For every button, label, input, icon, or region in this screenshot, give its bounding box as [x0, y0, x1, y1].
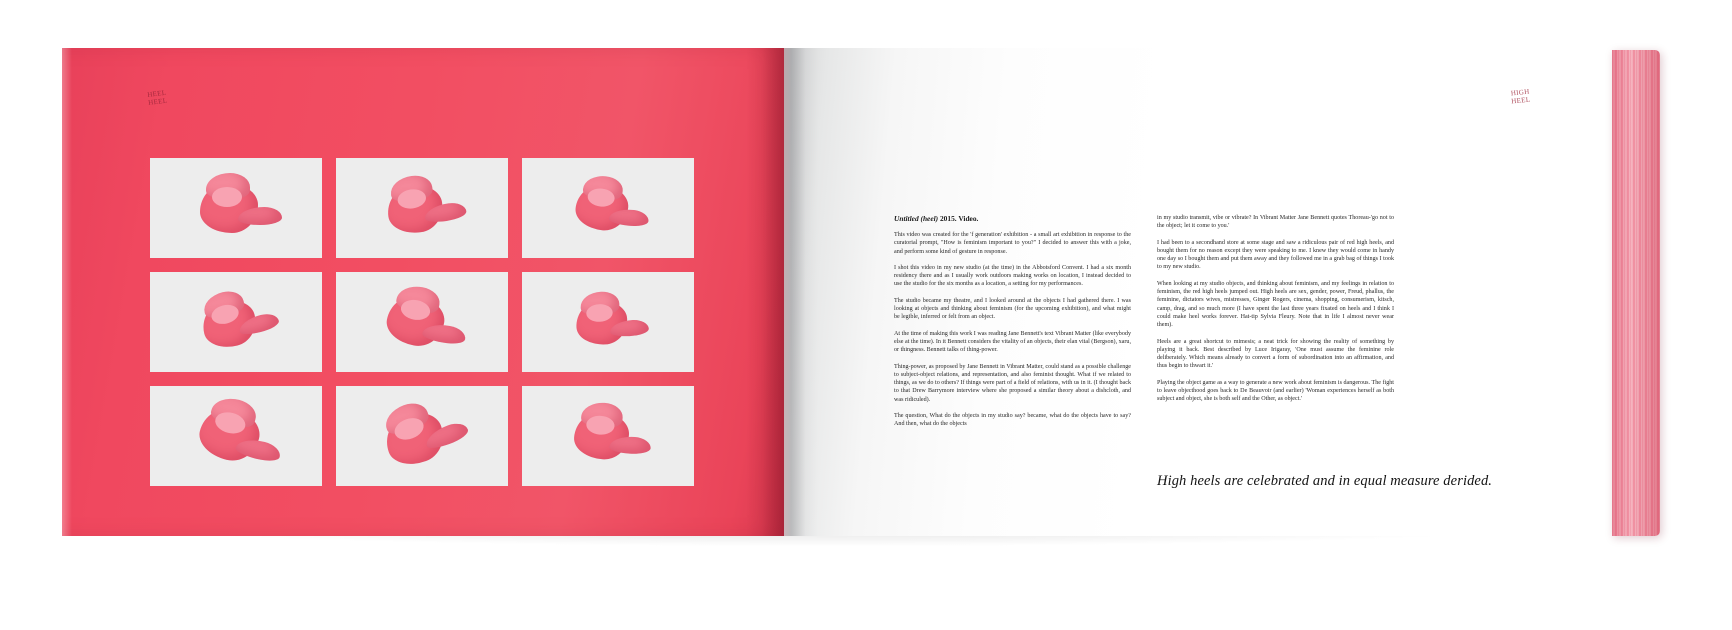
- artwork-title: Untitled (heel): [894, 214, 939, 223]
- video-still-frame: [522, 272, 694, 372]
- book-left-page: [62, 48, 784, 536]
- paragraph: Heels are a great shortcut to mimesis; a neat trick for showing the reality of something by playing it back. Best described by Luce Irigaray, 'One must assume the feminine role deliberately. Which means already to convert a form of subordination into an affirmation, and thus begin to thwart it.': [1157, 338, 1394, 370]
- paragraph: The studio became my theatre, and I looked around at the objects I had gathered there. I was looking at objects and thinking about feminism (for the upcoming exhibition), and what might be legible, inferred or felt from an object.: [894, 297, 1131, 321]
- heel-silhouette-icon: [190, 179, 282, 241]
- paragraph: I had been to a secondhand store at some stage and saw a ridiculous pair of red high heels, and bought them for no reason except they were speaking to me. I knew they would come in handy one day so I bought them and put them away and they followed me in a grab bag of things I took to my new studio.: [1157, 239, 1394, 271]
- open-book-spread: [62, 48, 1670, 536]
- heel-silhouette-icon: [566, 295, 650, 354]
- paragraph: At the time of making this work I was reading Jane Bennett's text Vibrant Matter (like everybody else at the time). In it Bennett considers the vitality of an objects, their elan vital (Bergson), xaru, or thingness. Bennett talks of thing-power.: [894, 330, 1131, 354]
- heel-silhouette-icon: [375, 175, 470, 245]
- text-column-left: [894, 214, 1131, 437]
- book-right-page: [784, 48, 1612, 536]
- video-still-grid: [150, 158, 695, 486]
- right-page-corner-note: HIGH HEEL: [1510, 87, 1531, 106]
- paragraph: The question, What do the objects in my studio say? became, what do the objects have to say? And then, what do the objects: [894, 413, 1131, 428]
- book-fore-edge-shading: [1612, 50, 1660, 536]
- paragraph: When looking at my studio objects, and thinking about feminism, and my feelings in relation to feminism, the red high heels jumped out. High heels are sex, gender, power, Freud, phallus, the feminine, dictators wives, mistresses, Ginger Rogers, cinema, shopping, consumerism, kitsch, camp, drag, and so much more (I have spent the last three years fixated on heels and I think I could make heel works forever. Hat-tip Sylvia Fleury. Note that in life I almost never wear them).: [1157, 280, 1394, 329]
- heel-silhouette-icon: [183, 396, 289, 480]
- video-still-frame: [150, 158, 322, 258]
- text-column-right: [1157, 214, 1394, 437]
- heel-silhouette-icon: [368, 393, 476, 483]
- heel-silhouette-icon: [563, 406, 653, 470]
- paragraph: I shot this video in my new studio (at the time) in the Abbotsford Convent. I had a six month residency there and as I usually work outdoors making works on location, I instead decided to use the studio for the six months as a location, a setting for my performances.: [894, 264, 1131, 288]
- heel-silhouette-icon: [188, 286, 284, 362]
- pull-quote: High heels are celebrated and in equal measure derided.: [1157, 473, 1493, 489]
- paragraph: Thing-power, as proposed by Jane Bennett in Vibrant Matter, could stand as a possible challenge to subject-object relations, and representation, and also feminist thought. What if we related to things, as we do to others? If things were part of a field of relations, with us in it. (I thought back to that Drew Barrymore interview where she proposed a similar theory about a dishcloth, and was ridiculed).: [894, 363, 1131, 403]
- heel-silhouette-icon: [564, 178, 652, 242]
- video-still-frame: [522, 386, 694, 486]
- text-columns: [894, 214, 1394, 437]
- paragraph: Playing the object game as a way to generate a new work about feminism is dangerous. The fight to leave objecthood goes back to De Beauvoir (and earlier) 'Woman experiences herself as both subject and object, she is both self and the Other, as object.': [1157, 379, 1394, 403]
- video-still-frame: [522, 158, 694, 258]
- video-still-frame: [336, 158, 508, 258]
- heel-silhouette-icon: [372, 286, 471, 361]
- artwork-caption: [894, 214, 1131, 224]
- artwork-meta: 2015. Video.: [938, 214, 979, 223]
- video-still-frame: [150, 272, 322, 372]
- paragraph: This video was created for the 'f generation' exhibition - a small art exhibition in response to the curatorial prompt, "How is feminism important to you?" I decided to answer this with a joke, and perform some kind of gesture in response.: [894, 232, 1131, 255]
- paragraph: in my studio transmit, vibe or vibrate? In Vibrant Matter Jane Bennett quotes Thoreau-'go not to the object; let it come to you.': [1157, 215, 1394, 230]
- video-still-frame: [336, 272, 508, 372]
- left-page-corner-note: HEEL HEEL: [146, 88, 168, 107]
- video-still-frame: [336, 386, 508, 486]
- video-still-frame: [150, 386, 322, 486]
